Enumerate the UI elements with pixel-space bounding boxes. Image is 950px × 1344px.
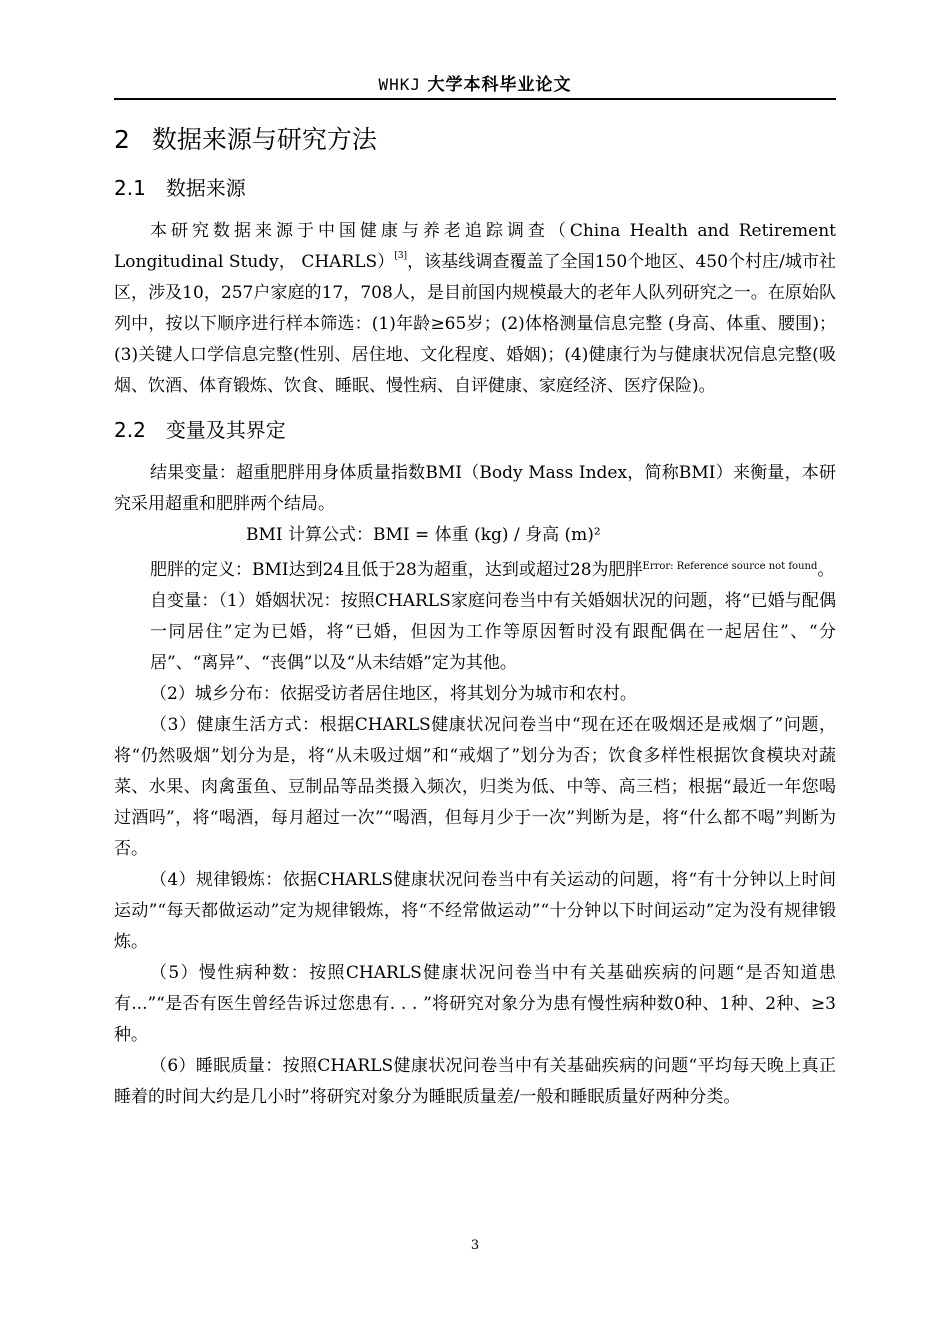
reference-error-note: Error: Reference source not found [642,561,818,572]
page-body [114,118,836,1113]
chronic-disease-paragraph: （5）慢性病种数：按照CHARLS健康状况问卷当中有关基础疾病的问题“是否知道患有...”“是否有医生曾经告诉过您患有. . . ”将研究对象分为患有慢性病种数0种、1种、2种、≥3种。 [114,963,836,1045]
outcome-variable-paragraph: 结果变量：超重肥胖用身体质量指数BMI（Body Mass Index，简称BMI）来衡量，本研究采用超重和肥胖两个结局。 [114,463,836,514]
paragraph-text: 本研究数据来源于中国健康与养老追踪调查（China Health and Retirement Longitudinal Study， CHARLS） [114,221,836,272]
section-heading [114,118,836,162]
subsection-number: 2.1 [114,176,146,200]
subsection-title: 变量及其界定 [165,418,286,442]
page-number: 3 [470,1238,480,1253]
independent-variable-paragraph: 自变量：（1）婚姻状况：按照CHARLS家庭问卷当中有关婚姻状况的问题，将“已婚与配偶一同居住”定为已婚，将“已婚，但因为工作等原因暂时没有跟配偶在一起居住”、“分居”、“离异”、“丧偶”以及“从未结婚”定为其他。 [150,591,836,673]
sleep-quality-paragraph: （6）睡眠质量：按照CHARLS健康状况问卷当中有关基础疾病的问题“平均每天晚上真正睡着的时间大约是几小时”将研究对象分为睡眠质量差/一般和睡眠质量好两种分类。 [114,1056,836,1107]
subsection-heading-data-source [114,170,836,206]
obesity-definition-paragraph [114,551,836,586]
paragraph-text: 肥胖的定义：BMI达到24且低于28为超重，达到或超过28为肥胖 [150,560,643,580]
subsection-heading-variables [114,412,836,448]
subsection-number: 2.2 [114,418,146,442]
exercise-paragraph: （4）规律锻炼：依据CHARLS健康状况问卷当中有关运动的问题，将“有十分钟以上时间运动”“每天都做运动”定为规律锻炼，将“不经常做运动”“十分钟以下时间运动”定为没有规律锻炼。 [114,870,836,952]
paragraph-text: ，该基线调查覆盖了全国150个地区、450个村庄/城市社区，涉及10，257户家庭的17，708人，是目前国内规模最大的老年人队列研究之一。在原始队列中，按以下顺序进行样本筛选：(1)年龄≥65岁；(2)体格测量信息完整 (身高、体重、腰围)；(3)关键人口学信息完整(性别、居住地、文化程度、婚姻)；(4)健康行为与健康状况信息完整(吸烟、饮酒、体育锻炼、饮食、睡眠、慢性病、自评健康、家庭经济、医疗保险)。 [114,252,836,396]
section-number: 2 [114,125,130,154]
urban-rural-paragraph: （2）城乡分布：依据受访者居住地区，将其划分为城市和农村。 [150,684,637,704]
header-latin: WHKJ [378,75,422,94]
bmi-formula: BMI 计算公式：BMI = 体重 (kg) / 身高 (m)² [246,525,601,545]
header-title: 大学本科毕业论文 [427,75,572,95]
citation-reference: [3] [394,251,408,261]
paragraph-text: 。 [817,560,835,580]
subsection-title: 数据来源 [165,176,246,200]
section-title: 数据来源与研究方法 [151,125,377,154]
page-header [114,70,836,96]
data-source-paragraph [114,216,836,402]
header-rule [114,98,836,100]
lifestyle-paragraph: （3）健康生活方式：根据CHARLS健康状况问卷当中“现在还在吸烟还是戒烟了”问题，将“仍然吸烟”划分为是，将“从未吸过烟”和“戒烟了”划分为否；饮食多样性根据饮食模块对蔬菜、水果、肉禽蛋鱼、豆制品等品类摄入频次，归类为低、中等、高三档；根据“最近一年您喝过酒吗”，将“喝酒，每月超过一次”“喝酒，但每月少于一次”判断为是，将“什么都不喝”判断为否。 [114,715,836,859]
